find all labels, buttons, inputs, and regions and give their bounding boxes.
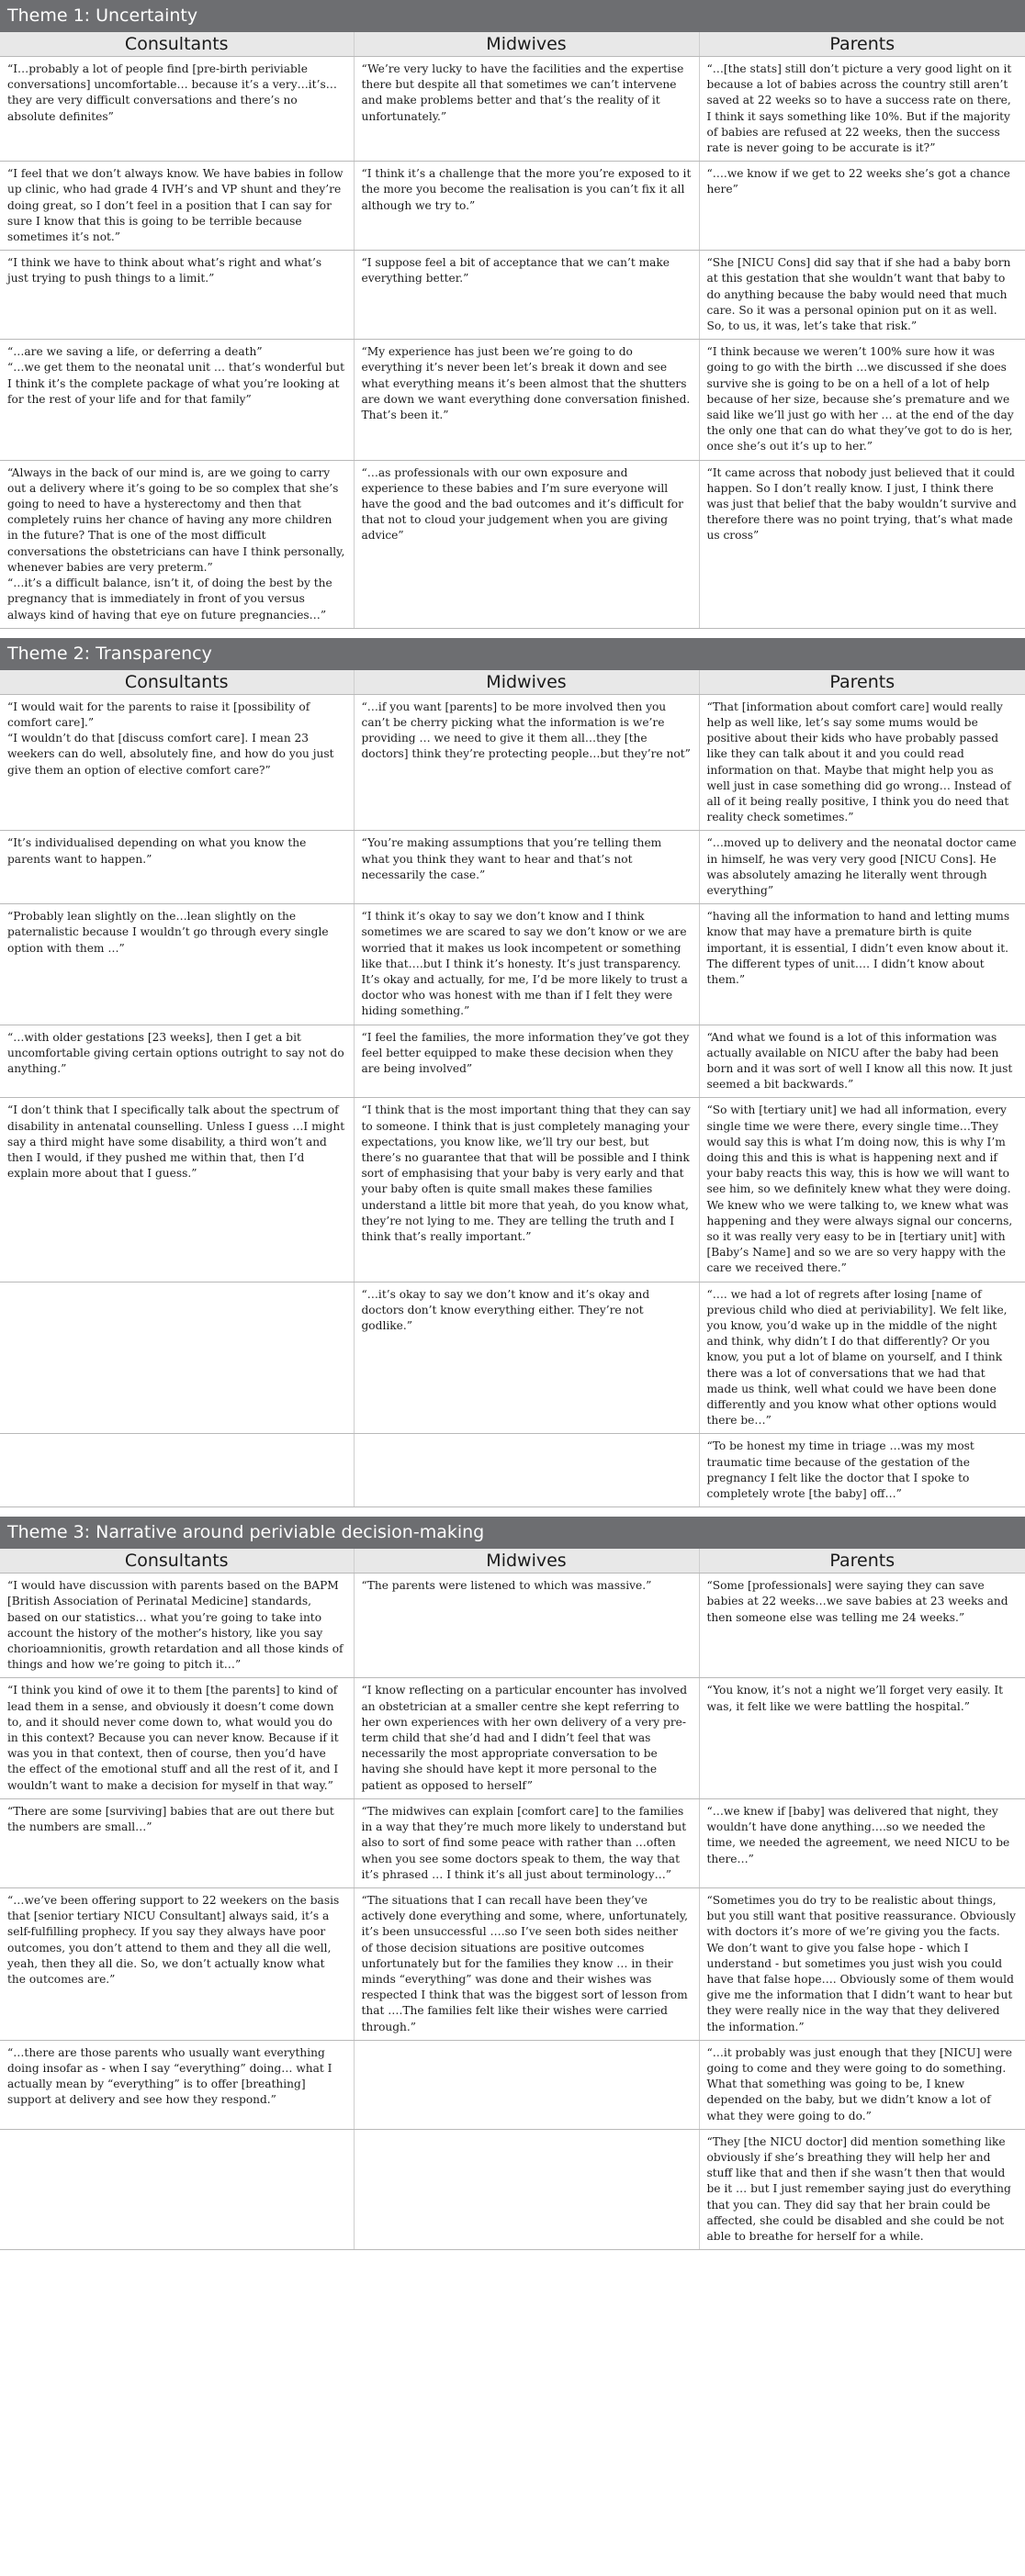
quote-text: “I feel the families, the more information they’ve got they feel better equipped to make these decision when they are being involved” (361, 1030, 690, 1075)
quote-text: “I think it’s a challenge that the more you’re exposed to it the more you become the realisation is you can’t fix it all although we try to.” (361, 167, 692, 212)
quote-text: “My experience has just been we’re going to do everything it’s never been let’s break it down and see what everything means it’s been almost that the shutters are down we want everything done conversation finished. That’s been it.” (361, 345, 691, 422)
quote-text: “having all the information to hand and letting mums know that may have a premature birth is quite important, it is essential, I didn’t even know about it. The different types of unit…. I didn’t know about them.” (706, 910, 1010, 986)
quote-text: “I wouldn’t do that [discuss comfort care]. I mean 23 weekers can do well, absolutely fine, and how do you just give them an option of elective comfort care?” (7, 732, 334, 777)
quote-text: “So with [tertiary unit] we had all information, every single time we were there, every single time…They would say this is what I’m doing now, this is why I’m doing this and this is what is happening next and if your baby reacts this way, this is how we will want to see him, so we definitely knew what they were doing. We knew who we were talking to, we knew what was happening and they were always signal our concerns, so it was really very easy to be in [tertiary unit] with [Baby’s Name] and so we are so very happy with the care we received there.” (706, 1103, 1013, 1275)
quote-cell-parents (699, 831, 1025, 904)
quote-cell-parents (699, 1025, 1025, 1098)
column-header-parents: Parents (699, 32, 1025, 57)
quote-cell-midwives (354, 831, 699, 904)
quote-text: “…we knew if [baby] was delivered that night, they wouldn’t have done anything….so we needed the time, we needed the agreement, we need NICU to be there…” (706, 1804, 1010, 1865)
quote-cell-parents (699, 694, 1025, 831)
quote-cell-consultants (0, 2040, 354, 2129)
quote-text: “I think you kind of owe it to them [the parents] to kind of lead them in a sense, and obviously it doesn’t come down to, and it should never come down to, what would you do in this context? Because you can never know. Because if it was you in that context, then of course, then you’d have the effect of the emotional stuff and all the rest of it, and I wouldn’t want to make a decision for myself in that way.” (7, 1684, 339, 1792)
section-spacer (0, 629, 1025, 638)
theme-title: Theme 3: Narrative around periviable decision-making (0, 1517, 1025, 1549)
quote-text: “…if you want [parents] to be more involved then you can’t be cherry picking what the information is we’re providing … we need to give it them all…they [the doctors] think they’re protecting people…but they’re not” (361, 700, 691, 761)
quote-text: “I suppose feel a bit of acceptance that we can’t make everything better.” (361, 256, 670, 286)
table-row (0, 1574, 1025, 1678)
column-header-midwives: Midwives (354, 1549, 699, 1574)
table-row (0, 831, 1025, 904)
table-row (0, 1678, 1025, 1798)
quote-cell-consultants (0, 162, 354, 251)
quote-text: “I would have discussion with parents based on the BAPM [British Association of Perinatal Medicine] standards, based on our statistics… what you’re going to take into account the history of the mother’s history, like you say chorioamnionitis, growth retardation and all those kinds of things and how we’re going to pitch it…” (7, 1579, 344, 1672)
table-row (0, 2129, 1025, 2249)
quote-cell-parents (699, 2040, 1025, 2129)
quote-text: “There are some [surviving] babies that are out there but the numbers are small…” (7, 1804, 334, 1834)
table-row (0, 162, 1025, 251)
quote-cell-parents (699, 1798, 1025, 1887)
column-header-midwives: Midwives (354, 670, 699, 695)
quote-cell-parents (699, 1434, 1025, 1507)
quote-text: “I don’t think that I specifically talk about the spectrum of disability in antenatal counselling. Unless I guess …I might say a third might have some disability, a third won’t and then I would, if they pushed me within that, then I’d explain more about that I guess.” (7, 1103, 345, 1181)
quote-cell-parents (699, 57, 1025, 162)
table-row (0, 460, 1025, 628)
quote-cell-parents (699, 1282, 1025, 1434)
quote-cell-midwives (354, 340, 699, 460)
quote-cell-midwives (354, 251, 699, 340)
quote-text: “I feel that we don’t always know. We have babies in follow up clinic, who had grade 4 IVH’s and VP shunt and they’re doing great, so I don’t feel in a position that I can say for sure I know that this is going to be terrible because sometimes it’s not.” (7, 167, 344, 244)
quote-text: “It’s individualised depending on what you know the parents want to happen.” (7, 836, 307, 866)
quote-cell-midwives (354, 1678, 699, 1798)
quote-text: “….we know if we get to 22 weeks she’s got a chance here” (706, 167, 1010, 196)
quote-text: “…as professionals with our own exposure and experience to these babies and I’m sure everyone will have the good and the bad outcomes and it’s difficult for that not to cloud your judgement when you are giving advice” (361, 465, 683, 543)
column-header-parents: Parents (699, 1549, 1025, 1574)
quote-cell-midwives (354, 1282, 699, 1434)
quote-text: “We’re very lucky to have the facilities and the expertise there but despite all that sometimes we can’t intervene and make problems better and that’s the reality of it unfortunately.” (361, 62, 684, 123)
quote-cell-consultants (0, 1678, 354, 1798)
table-row (0, 251, 1025, 340)
quote-cell-midwives (354, 2040, 699, 2129)
quote-cell-parents (699, 460, 1025, 628)
quote-cell-consultants (0, 1282, 354, 1434)
quote-text: “She [NICU Cons] did say that if she had a baby born at this gestation that she wouldn’t want that baby to do anything because the baby would need that much care. So it was a personal opinion put on it as well. So, to us, it was, let’s take that risk.” (706, 256, 1011, 333)
quote-cell-parents (699, 1574, 1025, 1678)
quote-cell-midwives (354, 57, 699, 162)
quote-text: “…it probably was just enough that they [NICU] were going to come and they were going to do something. What that something was going to be, I knew depended on the baby, but we didn’t know a lot of what they were going to do.” (706, 2045, 1012, 2122)
quote-text: “Sometimes you do try to be realistic about things, but you still want that positive reassurance. Obviously with doctors it’s more of we’re giving you the facts. We don’t want to give you false hope - which I understand - but sometimes you just wish you could have that false hope…. Obviously some of them would give me the information that I didn’t want to hear but they were really nice in the way that they delivered the information.” (706, 1893, 1016, 2033)
table-row (0, 1798, 1025, 1887)
quote-text: “I think it’s okay to say we don’t know and I think sometimes we are scared to say we don’t know or we are worried that it makes us look incompetent or something like that….but I think it’s honesty. It’s just transparency. It’s okay and actually, for me, I’d be more likely to trust a doctor who was honest with me than if I felt they were hiding something.” (361, 910, 688, 1018)
quote-cell-consultants (0, 1887, 354, 2040)
table-row (0, 1098, 1025, 1282)
quote-cell-midwives (354, 1098, 699, 1282)
column-header-consultants: Consultants (0, 32, 354, 57)
quote-cell-consultants (0, 340, 354, 460)
section-spacer (0, 1507, 1025, 1517)
quote-text: “You know, it’s not a night we’ll forget very easily. It was, it felt like we were battling the hospital.” (706, 1684, 1004, 1713)
theme-title: Theme 2: Transparency (0, 638, 1025, 670)
quote-text: “…we’ve been offering support to 22 weekers on the basis that [senior tertiary NICU Consultant] always said, it’s a self-fulfilling prophecy. If you say they always have poor outcomes, you don’t attend to them and they all die well, yeah, then they all die. So, we don’t actually know what the outcomes are.” (7, 1893, 340, 1986)
quote-cell-consultants (0, 1574, 354, 1678)
quote-cell-midwives (354, 1798, 699, 1887)
table-row (0, 340, 1025, 460)
quote-cell-consultants (0, 694, 354, 831)
quote-cell-parents (699, 340, 1025, 460)
quote-text: “I…probably a lot of people find [pre-birth periviable conversations] uncomfortable… because it’s a very…it’s… they are very difficult conversations and there’s no absolute definites” (7, 62, 337, 123)
quote-text: “The midwives can explain [comfort care] to the families in a way that they’re much more likely to understand but also to sort of find some peace with rather than …often when you see some doctors speak to them, the way that it’s phrased … I think it’s all just about terminology…” (361, 1804, 687, 1881)
quote-text: “…it’s okay to say we don’t know and it’s okay and doctors don’t know everything either. They’re not godlike.” (361, 1287, 650, 1333)
quote-cell-midwives (354, 460, 699, 628)
column-header-consultants: Consultants (0, 1549, 354, 1574)
quote-cell-consultants (0, 2129, 354, 2249)
quote-text: “Probably lean slightly on the…lean slightly on the paternalistic because I wouldn’t go through every single option with them …” (7, 910, 329, 955)
quote-cell-consultants (0, 1025, 354, 1098)
quote-text: “…moved up to delivery and the neonatal doctor came in himself, he was very very good [NICU Cons]. He was absolutely amazing he literally went through everything” (706, 836, 1017, 897)
quote-cell-parents (699, 1887, 1025, 2040)
table-row (0, 1282, 1025, 1434)
quote-text: “I would wait for the parents to raise it [possibility of comfort care].” (7, 700, 310, 729)
table-row (0, 904, 1025, 1025)
quote-cell-parents (699, 1678, 1025, 1798)
table-row (0, 2040, 1025, 2129)
quote-text: “I think because we weren’t 100% sure how it was going to go with the birth …we discussed if she does survive she is going to be on a hell of a lot of help because of her size, because she’s premature and we said like we’ll just go with her … at the end of the day the only one that can do what they’ve got to do is her, once she’s out it’s up to her.” (706, 345, 1014, 454)
table-row (0, 694, 1025, 831)
quote-text: “Some [professionals] were saying they can save babies at 22 weeks…we save babies at 23 weeks and then someone else was telling me 24 weeks.” (706, 1579, 1008, 1624)
table-row (0, 1887, 1025, 2040)
table-row (0, 1434, 1025, 1507)
quote-text: “…with older gestations [23 weeks], then I get a bit uncomfortable giving certain options outright to say not do anything.” (7, 1030, 344, 1075)
quote-cell-midwives (354, 1434, 699, 1507)
quote-text: “…there are those parents who usually want everything doing insofar as - when I say “everything” doing… what I actually mean by “everything” is to offer [breathing] support at delivery and see how they respond.” (7, 2045, 332, 2107)
quote-cell-midwives (354, 904, 699, 1025)
column-header-midwives: Midwives (354, 32, 699, 57)
column-header-consultants: Consultants (0, 670, 354, 695)
quote-cell-consultants (0, 831, 354, 904)
quote-cell-consultants (0, 57, 354, 162)
quote-text: “To be honest my time in triage …was my most traumatic time because of the gestation of the pregnancy I felt like the doctor that I spoke to completely wrote [the baby] off…” (706, 1439, 974, 1501)
quote-cell-consultants (0, 904, 354, 1025)
quote-text: “Always in the back of our mind is, are we going to carry out a delivery where it’s going to be so complex that she’s going to need to have a hysterectomy and then that completely ruins her chance of having any more children in the future? That is one of the most difficult conversations the obstetricians can have I think personally, whenever babies are very preterm.” (7, 465, 345, 574)
quote-cell-consultants (0, 460, 354, 628)
quote-cell-midwives (354, 162, 699, 251)
quote-text: “You’re making assumptions that you’re telling them what you think they want to hear and that’s not necessarily the case.” (361, 836, 662, 881)
quote-cell-midwives (354, 1574, 699, 1678)
theme-table (0, 1517, 1025, 2250)
quote-cell-consultants (0, 251, 354, 340)
quote-cell-parents (699, 2129, 1025, 2249)
quote-text: “I know reflecting on a particular encounter has involved an obstetrician at a smaller centre she kept referring to her own experiences with her own delivery of a very pre-term child that she’d had and I didn’t feel that was necessarily the most appropriate conversation to be having she should have kept it more personal to the patient as opposed to herself” (361, 1684, 687, 1792)
table-row (0, 57, 1025, 162)
quote-cell-midwives (354, 694, 699, 831)
quote-cell-parents (699, 162, 1025, 251)
quote-cell-consultants (0, 1798, 354, 1887)
quote-text: “…[the stats] still don’t picture a very good light on it because a lot of babies across the country still aren’t saved at 22 weeks so to have a success rate on there, I think it says something like 10%. But if the majority of babies are refused at 22 weeks, then the success rate is never going to be accurate is it?” (706, 62, 1012, 155)
quote-text: “I think we have to think about what’s right and what’s just trying to push things to a limit.” (7, 256, 322, 286)
quote-cell-parents (699, 904, 1025, 1025)
quote-text: “It came across that nobody just believed that it could happen. So I don’t really know. I just, I think there was just that belief that the baby wouldn’t survive and therefore there was no point trying, that’s what made us cross” (706, 465, 1017, 543)
quote-text: “The parents were listened to which was massive.” (361, 1579, 652, 1593)
quote-text: “The situations that I can recall have been they’ve actively done everything and some, where, unfortunately, it’s been unsuccessful ….so I’ve seen both sides neither of those decision situations are positive outcomes unfortunately but for the families they know … in their minds “everything” was done and their wishes was respected I think that was the biggest sort of lesson from that ….The families felt like their wishes were carried through.” (361, 1893, 688, 2033)
quote-text: “…it’s a difficult balance, isn’t it, of doing the best by the pregnancy that is immediately in front of you versus always kind of having that eye on future pregnancies…” (7, 577, 332, 622)
quote-text: “They [the NICU doctor] did mention something like obviously if she’s breathing they will help her and stuff like that and then if she wasn’t then that would be it … but I just remember saying just do everything that you can. They did say that her brain could be affected, she could be disabled and she could be not able to breathe for herself for a while. (706, 2134, 1011, 2243)
quote-cell-consultants (0, 1098, 354, 1282)
quote-text: “I think that is the most important thing that they can say to someone. I think that is just completely managing your expectations, you know like, we’ll try our best, but there’s no guarantee that that will be possible and I think sort of emphasising that your baby is very early and that your baby often is quite small makes these families understand a little bit more that yeah, do you know what, they’re not lying to me. They are telling the truth and I think that’s really important.” (361, 1103, 691, 1243)
quote-cell-midwives (354, 1025, 699, 1098)
quote-text: “…are we saving a life, or deferring a death” (7, 345, 263, 359)
theme-table (0, 638, 1025, 1508)
quote-text: “…we get them to the neonatal unit … that’s wonderful but I think it’s the complete package of what you’re looking at for the rest of your life and for that family” (7, 361, 344, 406)
column-header-parents: Parents (699, 670, 1025, 695)
quote-cell-parents (699, 251, 1025, 340)
theme-table (0, 0, 1025, 629)
quote-cell-midwives (354, 1887, 699, 2040)
quote-cell-midwives (354, 2129, 699, 2249)
quote-cell-parents (699, 1098, 1025, 1282)
quote-text: “And what we found is a lot of this information was actually available on NICU after the baby had been born and it was sort of well I know all this now. It just seemed a bit backwards.” (706, 1030, 1013, 1092)
quote-cell-consultants (0, 1434, 354, 1507)
theme-title: Theme 1: Uncertainty (0, 0, 1025, 32)
quote-text: “That [information about comfort care] would really help as well like, let’s say some mums would be positive about their kids who have probably passed like they can talk about it and you could read information on that. Maybe that might help you as well just in case something did go wrong… Instead of all of it being really positive, I think you do need that reality check sometimes.” (706, 700, 1011, 824)
quote-text: “…. we had a lot of regrets after losing [name of previous child who died at periviability]. We felt like, you know, you’d wake up in the middle of the night and think, why didn’t I do that differently? Or you know, you put a lot of blame on yourself, and I think there was a lot of conversations that we had that made us think, well what could we have been done differently and you know what other options would there be…” (706, 1287, 1008, 1428)
table-row (0, 1025, 1025, 1098)
